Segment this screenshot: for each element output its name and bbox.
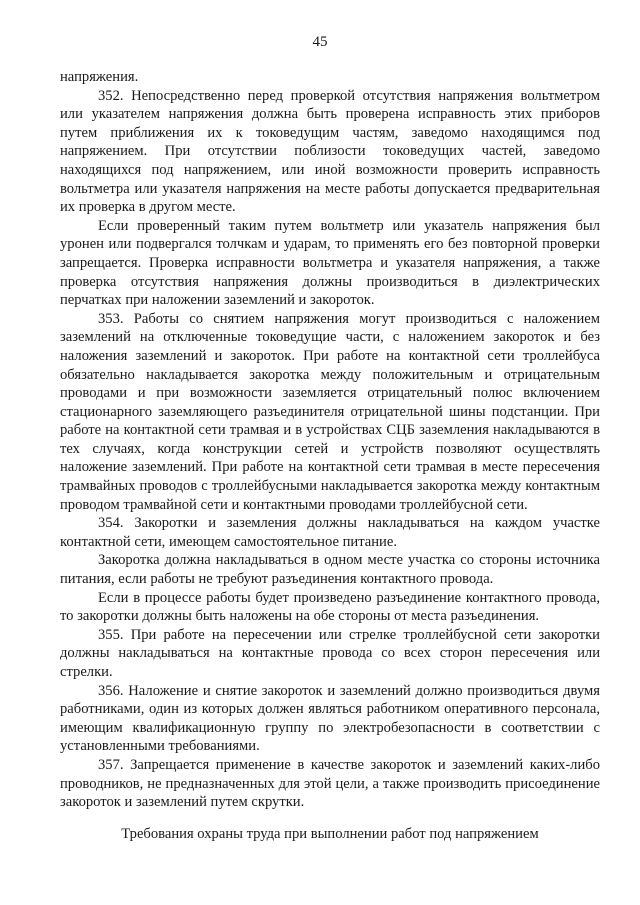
paragraph-354-shorting: Закоротка должна накладываться в одном месте участка со стороны источника питания, если работы не требуют разъединения контактного провода.: [60, 552, 600, 588]
paragraph-353: 353. Работы со снятием напряжения могут производиться с наложением заземлений на отключенные токоведущие части, с наложением закороток и без наложения заземлений и закороток. При работе на контактной сети троллейбуса обязательно накладывается закоротка между положительным и отрицательным проводами и при возможности заземляется отрицательный полюс включением стационарного заземляющего разъединителя отрицательной шины подстанции. При работе на контактной сети трамвая и в устройствах СЦБ заземления накладываются в тех случаях, когда конструкции сетей и устройств позволяют осуществлять наложение заземлений. При работе на контактной сети трамвая в месте пересечения трамвайных проводов с троллейбусными накладывается закоротка между контактным проводом трамвайной сети и контактными проводами троллейбусной сети.: [60, 310, 600, 513]
page-number: 45: [312, 34, 328, 50]
body-text: [60, 68, 600, 812]
paragraph-354: 354. Закоротки и заземления должны накладываться на каждом участке контактной сети, имеющем самостоятельное питание.: [60, 515, 600, 550]
paragraph-continuation: напряжения.: [60, 69, 139, 85]
paragraph-356: 356. Наложение и снятие закороток и заземлений должно производиться двумя работниками, один из которых должен являться работником оперативного персонала, имеющим квалификационную группу по электробезопасности в соответствии с установленными требованиями.: [60, 682, 600, 755]
paragraph-352-continued: Если проверенный таким путем вольтметр или указатель напряжения был уронен или подвергался толчкам и ударам, то применять его без повторной проверки запрещается. Проверка исправности вольтметра и указателя напряжения, а также проверка отсутствия напряжения должны производиться в диэлектрических перчатках при наложении заземлений и закороток.: [60, 217, 600, 309]
paragraph-357: 357. Запрещается применение в качестве закороток и заземлений каких-либо проводников, не предназначенных для этой цели, а также производить присоединение закороток и заземлений путем скрутки.: [60, 756, 600, 811]
section-heading: Требования охраны труда при выполнении работ под напряжением: [121, 826, 539, 842]
paragraph-352: 352. Непосредственно перед проверкой отсутствия напряжения вольтметром или указателем напряжения должна быть проверена исправность этих приборов путем приближения их к токоведущим частям, заведомо находящимся под напряжением. При отсутствии поблизости токоведущих частей, заведомо находящихся под напряжением, или иной возможности проверить исправность вольтметра или указателя напряжения на месте работы допускается предварительная их проверка в другом месте.: [60, 87, 600, 216]
paragraph-354-disconnection: Если в процессе работы будет произведено разъединение контактного провода, то закоротки должны быть наложены на обе стороны от места разъединения.: [60, 589, 600, 625]
paragraph-355: 355. При работе на пересечении или стрелке троллейбусной сети закоротки должны накладываться на контактные провода со всех сторон пересечения или стрелки.: [60, 626, 600, 680]
